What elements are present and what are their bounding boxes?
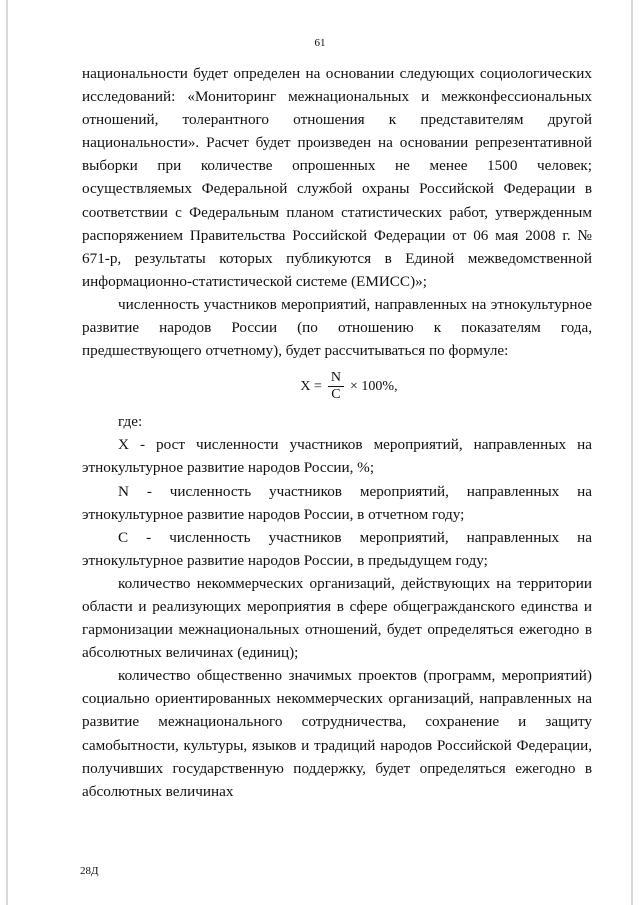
scan-right-edge [631,0,633,905]
formula-rhs: × 100%, [350,378,398,394]
formula-numerator: N [328,370,344,387]
footer-code: 28Д [80,865,99,877]
paragraph: количество некоммерческих организаций, действующих на территории области и реализующих мероприятия в сфере общегражданского единства и гармонизации межнациональных отношений, будет определяться ежегодно в абсолютных величинах (единиц); [82,574,592,662]
formula [82,362,592,410]
paragraph: количество общественно значимых проектов (программ, мероприятий) социально ориентированных некоммерческих организаций, направленных на развитие межнационального сотрудничества, сохранение и защиту самобытности, культуры, языков и традиций народов Российской Федерации, получивших государственную поддержку, будет определяться ежегодно в абсолютных величинах [82,667,592,800]
formula-fraction [328,370,344,403]
paragraph: C - численность участников мероприятий, направленных на этнокультурное развитие народов России, в предыдущем году; [82,528,592,569]
paragraph: национальности будет определен на основании следующих социологических исследований: «Мониторинг межнациональных и межконфессиональных отношений, толерантного отношения к представителям другой национальности». Расчет будет произведен на основании репрезентативной выборки при количестве опрошенных не менее 1500 человек; осуществляемых Федеральной службой охраны Российской Федерации в соответствии с Федеральным планом статистических работ, утвержденным распоряжением Правительства Российской Федерации от 06 мая 2008 г. № 671-р, результаты которых публикуются в Единой межведомственной информационно-статистической системе (ЕМИСС)»; [82,65,592,290]
scan-left-edge [6,0,8,905]
document-body [82,62,592,803]
page-number: 61 [314,37,326,49]
paragraph: численность участников мероприятий, направленных на этнокультурное развитие народов России (по отношению к показателям года, предшествующего отчетному), будет рассчитываться по формуле: [82,295,592,360]
paragraphs-after [82,410,592,803]
paragraph: X - рост численности участников мероприятий, направленных на этнокультурное развитие народов России, %; [82,436,592,477]
formula-denominator: C [331,386,341,402]
formula-lhs: X = [300,378,322,394]
paragraphs-before [82,62,592,362]
paragraph: где: [118,413,143,431]
paragraph: N - численность участников мероприятий, направленных на этнокультурное развитие народов России, в отчетном году; [82,482,592,523]
